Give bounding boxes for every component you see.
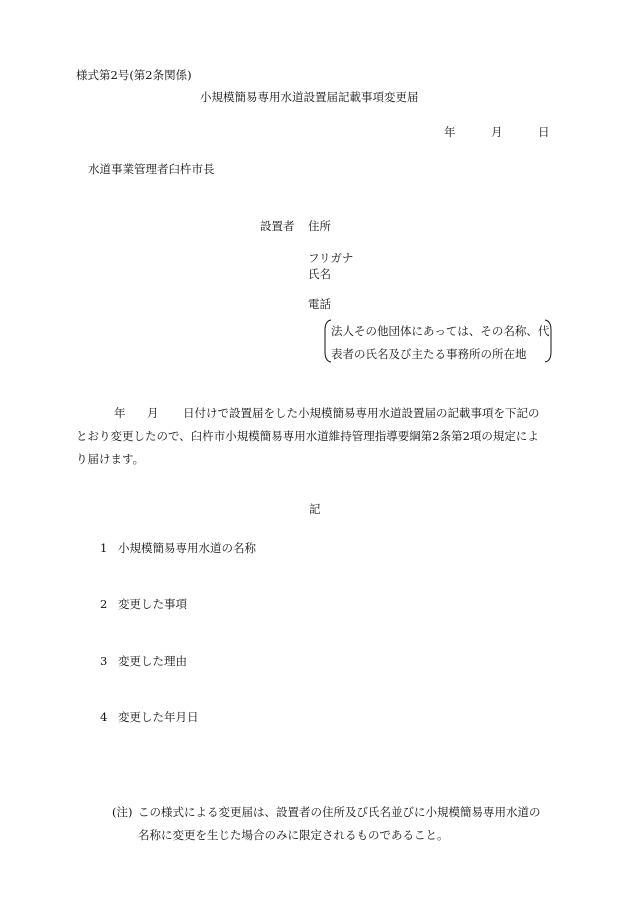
- form-number: 様式第2号(第2条関係): [76, 68, 192, 82]
- item-2-number: 2: [100, 597, 108, 611]
- date-year: 年: [444, 125, 456, 139]
- item-2-label: 変更した事項: [118, 597, 187, 611]
- body-line-2: とおり変更したので、臼杵市小規模簡易専用水道維持管理指導要綱第2条第2項の規定によ: [76, 429, 539, 443]
- body-line-3: り届けます。: [76, 452, 145, 466]
- date-day: 日: [538, 125, 550, 139]
- note-line-1: この様式による変更届は、設置者の住所及び氏名並びに小規模簡易専用水道の: [138, 805, 541, 819]
- corporate-note-line-2: 表者の氏名及び主たる事務所の所在地: [331, 347, 527, 361]
- body-line-1: 日付けで設置届をした小規模簡易専用水道設置届の記載事項を下記の: [183, 406, 540, 420]
- item-3-label: 変更した理由: [118, 654, 187, 668]
- furigana-label: フリガナ: [308, 251, 354, 265]
- body-year: 年: [114, 406, 126, 420]
- name-label: 氏名: [308, 267, 331, 281]
- item-3-number: 3: [100, 654, 108, 668]
- note-prefix: (注): [112, 805, 133, 819]
- date-month: 月: [491, 125, 503, 139]
- address-label: 住所: [308, 219, 331, 233]
- phone-label: 電話: [308, 297, 331, 311]
- body-month: 月: [147, 406, 159, 420]
- ki-heading: 記: [309, 502, 321, 516]
- note-line-2: 名称に変更を生じた場合のみに限定されるものであること。: [138, 828, 449, 842]
- item-1-label: 小規模簡易専用水道の名称: [118, 541, 256, 555]
- corporate-note-line-1: 法人その他団体にあっては、その名称、代: [331, 324, 550, 338]
- corporate-note-bracket: [323, 318, 553, 362]
- document-title: 小規模簡易専用水道設置届記載事項変更届: [200, 90, 419, 104]
- addressee: 水道事業管理者臼杵市長: [88, 162, 215, 176]
- item-4-number: 4: [100, 710, 108, 724]
- applicant-role: 設置者: [260, 219, 295, 233]
- item-4-label: 変更した年月日: [118, 710, 199, 724]
- item-1-number: 1: [100, 541, 108, 555]
